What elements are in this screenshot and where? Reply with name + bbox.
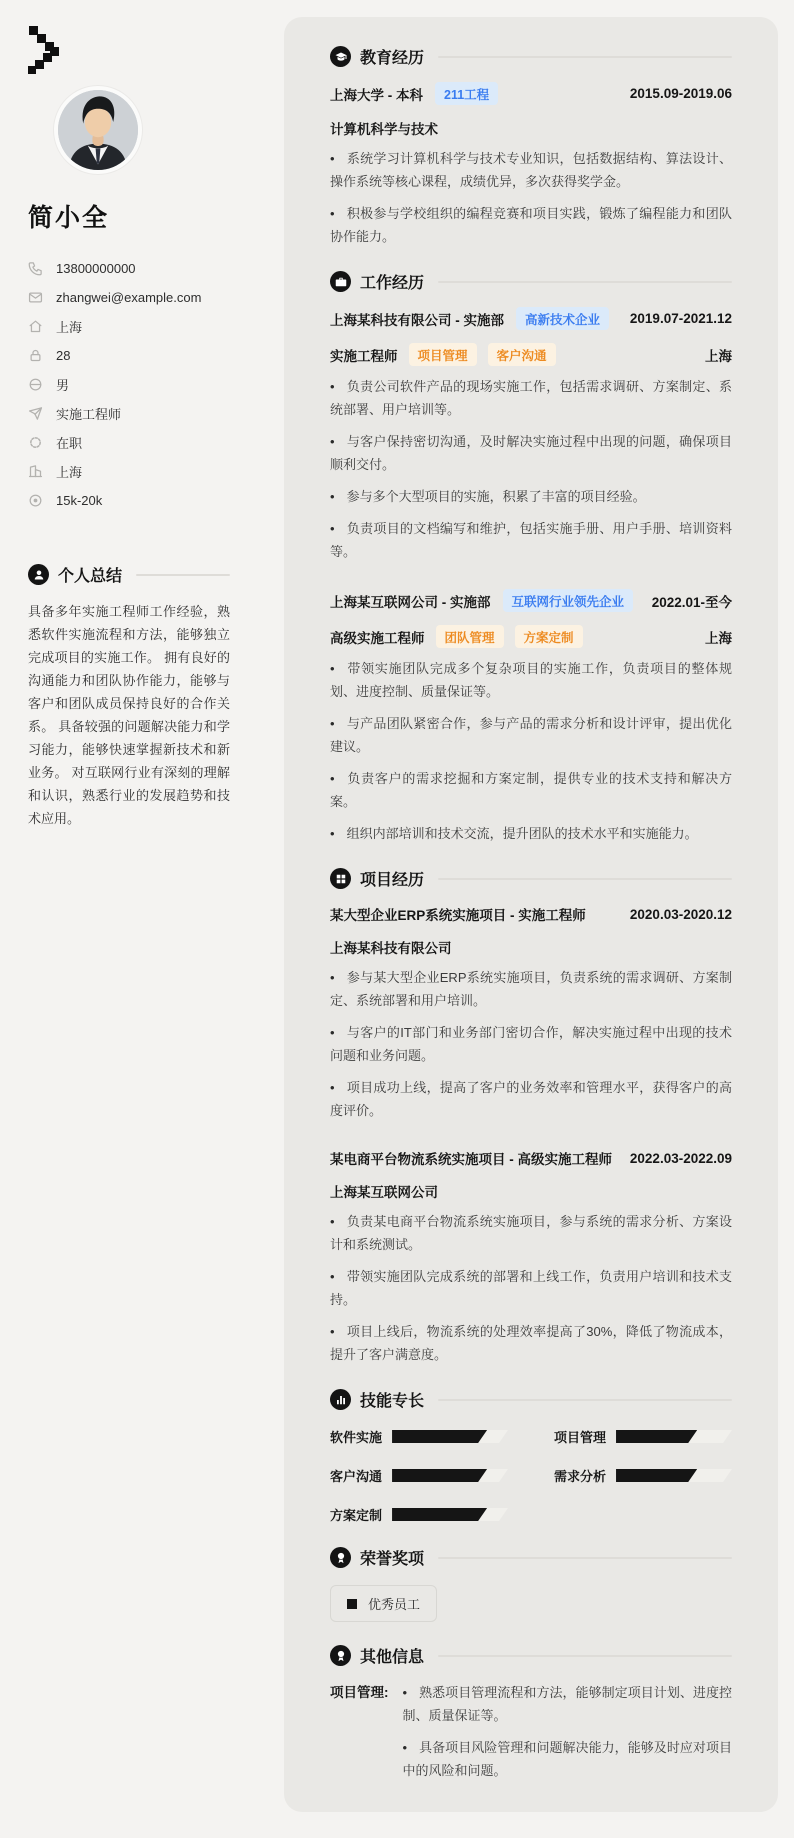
bullet-item: • 系统学习计算机科学与技术专业知识，包括数据结构、算法设计、操作系统等核心课程，成绩优异，多次获得奖学金。 (330, 151, 732, 189)
gender-icon (28, 377, 43, 392)
section-work (330, 270, 732, 845)
bullet-dot: • (330, 1214, 335, 1229)
bullet-item: • 负责项目的文档编写和维护，包括实施手册、用户手册、培训资料等。 (330, 521, 732, 559)
bullet-item: • 项目成功上线，提高了客户的业务效率和管理水平，获得客户的高度评价。 (330, 1080, 732, 1118)
brand-logo-icon (28, 26, 62, 74)
skill-bar-fill (616, 1469, 697, 1482)
bullet-dot: • (330, 1080, 335, 1095)
company-badge: 互联网行业领先企业 (503, 589, 634, 612)
skill-bar-fill (392, 1508, 487, 1521)
bullet-item: • 参与某大型企业ERP系统实施项目，负责系统的需求调研、方案制定、系统部署和用户培训。 (330, 970, 732, 1008)
email-icon (28, 290, 43, 305)
bullet-item: • 参与多个大型项目的实施，积累了丰富的项目经验。 (330, 489, 646, 504)
bullet-dot: • (330, 970, 335, 985)
status-icon (28, 435, 43, 450)
skills-grid (330, 1427, 732, 1524)
skill-bar-track (616, 1469, 732, 1482)
other-info-row (330, 1681, 732, 1782)
bullet-item: • 与产品团队紧密合作，参与产品的需求分析和设计评审，提出优化建议。 (330, 716, 732, 754)
skill-item (330, 1505, 508, 1524)
honor-item: 优秀员工 (330, 1585, 437, 1622)
section-divider (438, 281, 732, 283)
section-education (330, 45, 732, 248)
project-company: 上海某互联网公司 (330, 1185, 438, 1200)
bullet-item: • 带领实施团队完成系统的部署和上线工作，负责用户培训和技术支持。 (330, 1269, 732, 1307)
square-bullet-icon (347, 1599, 357, 1609)
skill-item (330, 1427, 508, 1446)
bullet-dot: • (330, 379, 335, 394)
bullet-item: • 带领实施团队完成多个复杂项目的实施工作，负责项目的整体规划、进度控制、质量保证等。 (330, 661, 732, 699)
education-entries (330, 82, 732, 248)
salary-icon (28, 493, 43, 508)
date-range: 2020.03-2020.12 (629, 906, 732, 922)
contact-value: 上海 (56, 465, 83, 480)
bullet-item: • 具备项目风险管理和问题解决能力，能够及时应对项目中的风险和问题。 (402, 1740, 732, 1778)
date-range: 2022.01-至今 (651, 594, 732, 610)
project-entry (330, 1148, 732, 1366)
location: 上海 (705, 630, 732, 646)
contact-value: 15k-20k (56, 493, 103, 508)
contact-item-city (28, 312, 230, 341)
role-title: 实施工程师 (330, 348, 398, 364)
section-title: 荣誉奖项 (360, 1551, 425, 1568)
summary-text: 具备多年实施工程师工作经验，熟悉软件实施流程和方法，能够独立完成项目的实施工作。 拥有良好的沟通能力和团队协作能力，能够与客户和团队成员保持良好的合作关系。 具备较强的问题解决能力和学习能力，能够快速掌握新技术和新业务。 对互联网行业有深刻的理解和认识，熟悉行业的发展趋势和技术应用。 (28, 604, 230, 826)
contact-value: 13800000000 (56, 261, 136, 276)
school-degree: 上海大学 - 本科 (330, 87, 423, 103)
contact-item-salary (28, 486, 230, 515)
bullet-item: • 项目上线后，物流系统的处理效率提高了30%，降低了物流成本，提升了客户满意度。 (330, 1324, 732, 1362)
other-info-bullets (403, 1681, 733, 1782)
bullet-dot: • (330, 206, 335, 221)
bullet-dot: • (330, 1025, 335, 1040)
contact-item-gender (28, 370, 230, 399)
bullet-dot: • (330, 489, 335, 504)
section-projects (330, 867, 732, 1366)
work-entry (330, 307, 732, 563)
date-range: 2015.09-2019.06 (629, 86, 732, 101)
role-title: 高级实施工程师 (330, 630, 425, 646)
project-entry (330, 904, 732, 1122)
contact-value: zhangwei@example.com (56, 290, 202, 305)
person-name: 简小全 (28, 204, 110, 232)
school-badge: 211工程 (435, 82, 498, 105)
bullet-item: • 与客户保持密切沟通，及时解决实施过程中出现的问题，确保项目顺利交付。 (330, 434, 732, 472)
section-title: 工作经历 (360, 275, 425, 292)
skill-label: 软件实施 (330, 1430, 383, 1445)
award-icon (330, 1645, 351, 1666)
company-badge: 高新技术企业 (516, 307, 609, 330)
bullet-dot: • (330, 1324, 335, 1339)
section-title: 教育经历 (360, 50, 425, 67)
education-entry (330, 82, 732, 248)
bullet-item: • 与客户的IT部门和业务部门密切合作，解决实施过程中出现的技术问题和业务问题。 (330, 1025, 732, 1063)
skill-bar-track (392, 1430, 508, 1443)
resume-card (284, 17, 778, 1812)
person-icon (28, 564, 49, 585)
contact-value: 28 (56, 348, 71, 363)
project-name: 某大型企业ERP系统实施项目 - 实施工程师 (330, 908, 586, 923)
grid-icon (330, 868, 351, 889)
briefcase-icon (330, 271, 351, 292)
skill-item (554, 1427, 732, 1446)
project-name: 某电商平台物流系统实施项目 - 高级实施工程师 (330, 1152, 612, 1167)
contact-item-work-city (28, 457, 230, 486)
skill-tag: 团队管理 (436, 625, 504, 648)
work-entry (330, 589, 732, 845)
bullet-item: • 负责客户的需求挖掘和方案定制，提供专业的技术支持和解决方案。 (330, 771, 732, 809)
skill-tag: 方案定制 (515, 625, 583, 648)
skill-bar-fill (392, 1430, 487, 1443)
project-entries (330, 904, 732, 1366)
contact-list (28, 254, 230, 515)
age-icon (28, 348, 43, 363)
bullet-dot: • (330, 826, 335, 841)
section-title: 个人总结 (58, 568, 123, 585)
skill-label: 方案定制 (330, 1508, 383, 1523)
bullet-item: • 熟悉项目管理流程和方法，能够制定项目计划、进度控制、质量保证等。 (402, 1685, 732, 1723)
section-divider (438, 1557, 732, 1559)
skill-label: 项目管理 (554, 1430, 607, 1445)
skill-item (554, 1466, 732, 1485)
skill-bar-track (616, 1430, 732, 1443)
contact-item-status (28, 428, 230, 457)
work-city-icon (28, 464, 43, 479)
bullet-dot: • (402, 1740, 408, 1755)
section-divider (136, 574, 230, 576)
bullet-dot: • (330, 771, 335, 786)
bullet-dot: • (330, 521, 335, 536)
date-range: 2022.03-2022.09 (629, 1150, 732, 1166)
bullet-dot: • (330, 1269, 335, 1284)
bullet-item: • 组织内部培训和技术交流，提升团队的技术水平和实施能力。 (330, 826, 698, 841)
home-icon (28, 319, 43, 334)
graduation-cap-icon (330, 46, 351, 67)
company-name: 上海某科技有限公司 - 实施部 (330, 312, 504, 328)
section-skills (330, 1388, 732, 1524)
bullet-dot: • (330, 434, 335, 449)
section-divider (438, 878, 732, 880)
contact-value: 上海 (56, 320, 83, 335)
project-company: 上海某科技有限公司 (330, 941, 452, 956)
contact-value: 实施工程师 (56, 407, 122, 422)
contact-value: 在职 (56, 436, 83, 451)
section-title: 其他信息 (360, 1649, 425, 1666)
contact-item-job-title (28, 399, 230, 428)
contact-item-age (28, 341, 230, 370)
contact-value: 男 (56, 378, 70, 393)
bar-chart-icon (330, 1389, 351, 1410)
skill-bar-track (392, 1469, 508, 1482)
section-personal-summary (28, 563, 230, 830)
bullet-dot: • (330, 716, 335, 731)
bullet-dot: • (402, 1685, 408, 1700)
skill-tag: 项目管理 (409, 343, 477, 366)
skill-label: 客户沟通 (330, 1469, 383, 1484)
location: 上海 (705, 348, 732, 364)
award-icon (330, 1547, 351, 1568)
bullet-dot: • (330, 151, 335, 166)
skill-item (330, 1466, 508, 1485)
bullet-item: • 负责某电商平台物流系统实施项目，参与系统的需求分析、方案设计和系统测试。 (330, 1214, 732, 1252)
skill-bar-fill (392, 1469, 487, 1482)
other-info-label: 项目管理: (330, 1685, 389, 1700)
company-name: 上海某互联网公司 - 实施部 (330, 594, 491, 610)
other-info-rows (330, 1681, 732, 1782)
section-divider (438, 56, 732, 58)
skill-label: 需求分析 (554, 1469, 607, 1484)
contact-item-phone (28, 254, 230, 283)
skill-bar-fill (616, 1430, 697, 1443)
major-name: 计算机科学与技术 (330, 122, 438, 137)
bullet-dot: • (330, 661, 335, 676)
skill-bar-track (392, 1508, 508, 1521)
job-title-icon (28, 406, 43, 421)
sidebar (0, 0, 284, 1838)
section-divider (438, 1655, 732, 1657)
profile-photo (54, 86, 142, 174)
date-range: 2019.07-2021.12 (629, 311, 732, 326)
section-other-info (330, 1644, 732, 1782)
phone-icon (28, 261, 43, 276)
section-divider (438, 1399, 732, 1401)
bullet-item: • 积极参与学校组织的编程竞赛和项目实践，锻炼了编程能力和团队协作能力。 (330, 206, 732, 244)
section-title: 项目经历 (360, 872, 425, 889)
work-entries (330, 307, 732, 845)
skill-tag: 客户沟通 (488, 343, 556, 366)
section-title: 技能专长 (360, 1393, 425, 1410)
section-honors (330, 1546, 732, 1622)
bullet-item: • 负责公司软件产品的现场实施工作，包括需求调研、方案制定、系统部署、用户培训等。 (330, 379, 732, 417)
contact-item-email (28, 283, 230, 312)
